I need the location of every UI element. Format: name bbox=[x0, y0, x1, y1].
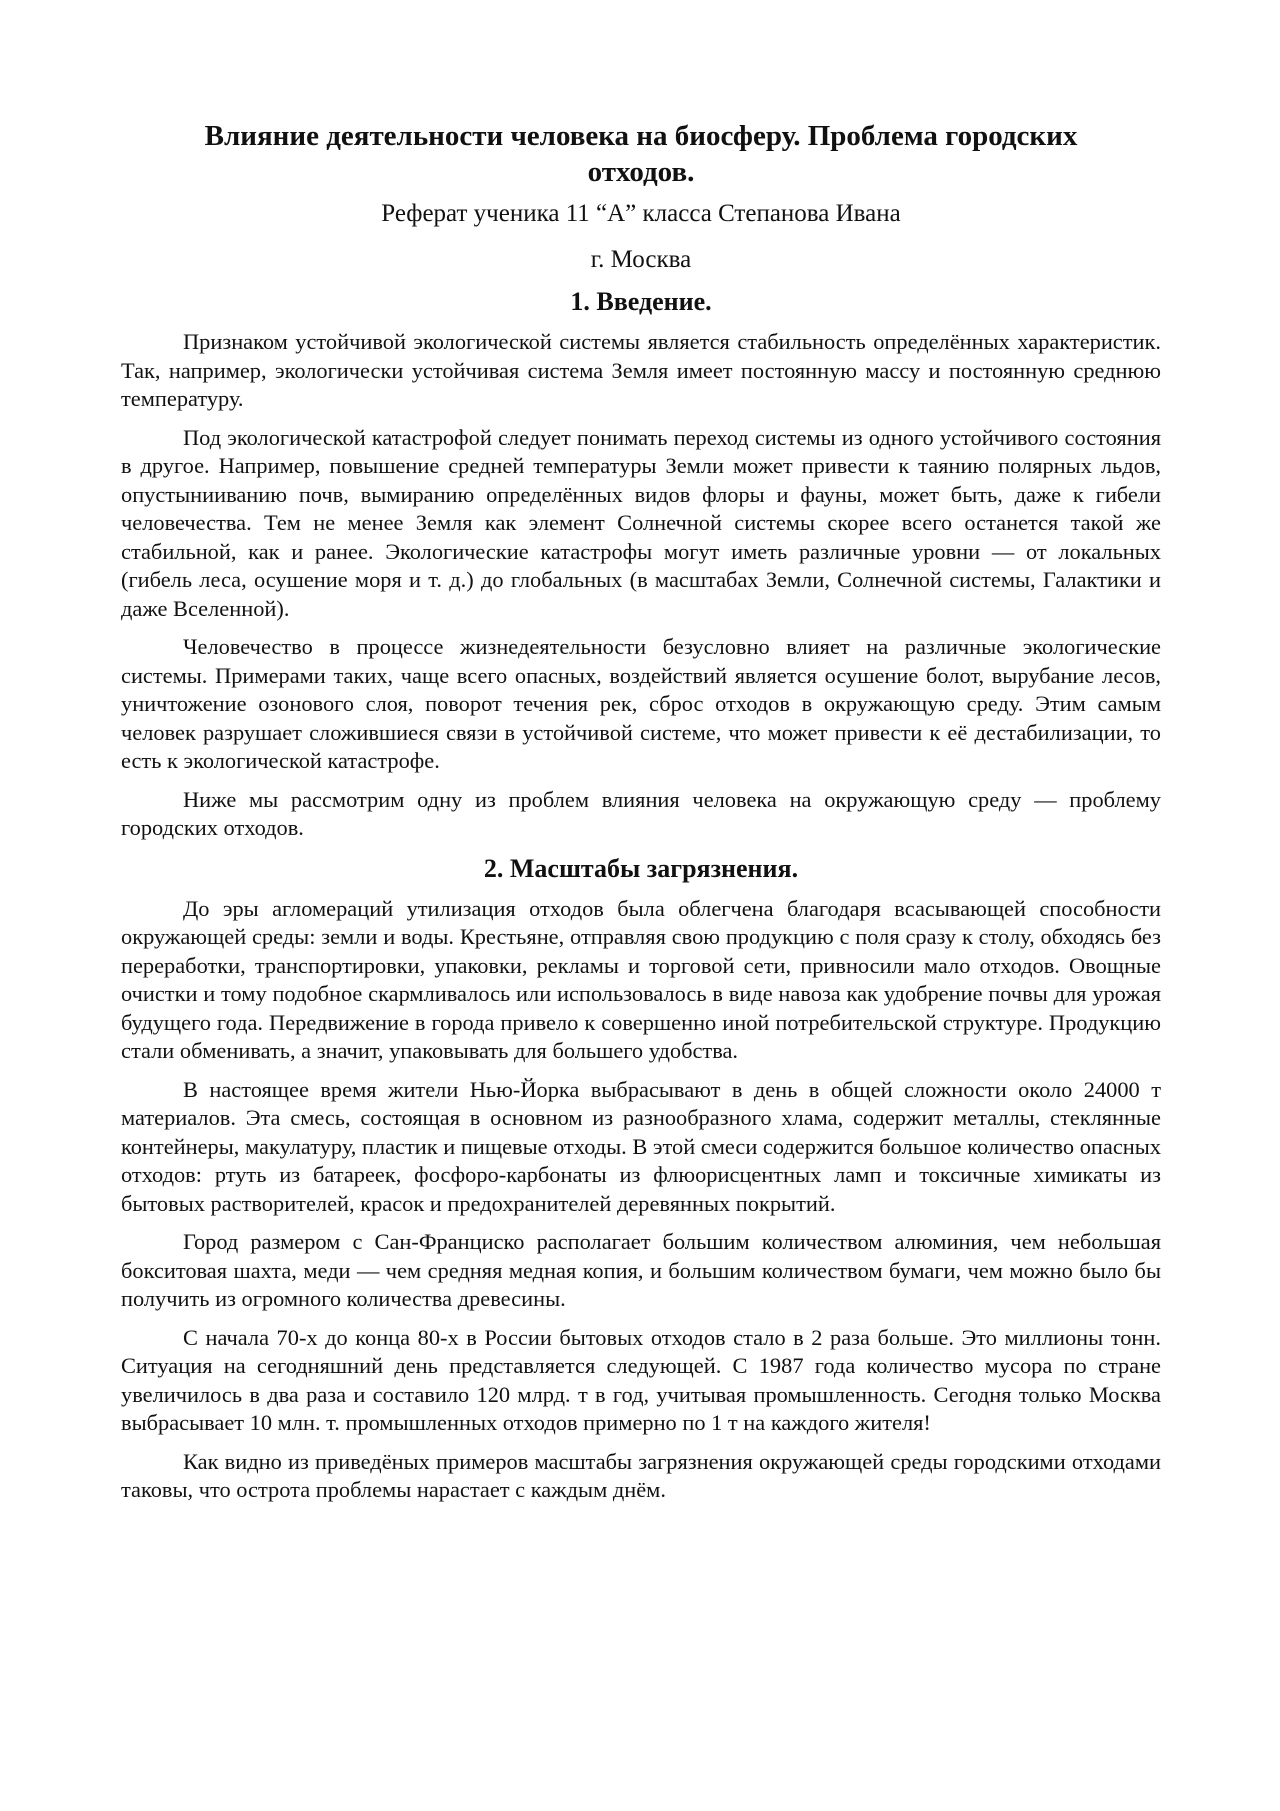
paragraph: В настоящее время жители Нью-Йорка выбрасывают в день в общей сложности около 24000 т материалов. Эта смесь, состоящая в основном из разнообразного хлама, содержит металлы, стеклянные контейнеры, макулатуру, пластик и пищевые отходы. В этой смеси содержится большое количество опасных отходов: ртуть из батареек, фосфоро-карбонаты из флюорисцентных ламп и токсичные химикаты из бытовых растворителей, красок и предохранителей деревянных покрытий. bbox=[121, 1076, 1161, 1216]
paragraph: Под экологической катастрофой следует понимать переход системы из одного устойчивого состояния в другое. Например, повышение средней температуры Земли может привести к таянию полярных льдов, опустынииванию почв, вымиранию определённых видов флоры и фауны, может быть, даже к гибели человечества. Тем не менее Земля как элемент Солнечной системы скорее всего останется такой же стабильной, как и ранее. Экологические катастрофы могут иметь различные уровни — от локальных (гибель леса, осушение моря и т. д.) до глобальных (в масштабах Земли, Солнечной системы, Галактики и даже Вселенной). bbox=[121, 424, 1161, 621]
paragraph: До эры агломераций утилизация отходов была облегчена благодаря всасывающей способности окружающей среды: земли и воды. Крестьяне, отправляя свою продукцию с поля сразу к столу, обходясь без переработки, транспортировки, упаковки, рекламы и торговой сети, привносили мало отходов. Овощные очистки и тому подобное скармливалось или использовалось в виде навоза как удобрение почвы для урожая будущего года. Передвижение в города привело к совершенно иной потребительской структуре. Продукцию стали обменивать, а значит, упаковывать для большего удобства. bbox=[121, 895, 1161, 1063]
paragraph: Признаком устойчивой экологической системы является стабильность определённых характеристик. Так, например, экологически устойчивая система Земля имеет постоянную массу и постоянную среднюю температуру. bbox=[121, 329, 1161, 411]
section-introduction bbox=[121, 286, 1161, 843]
document-subtitle: Реферат ученика 11 “А” класса Степанова Ивана bbox=[381, 200, 901, 227]
paragraph: Человечество в процессе жизнедеятельности безусловно влияет на различные экологические системы. Примерами таких, чаще всего опасных, воздействий является осушение болот, вырубание лесов, уничтожение озонового слоя, поворот течения рек, сброс отходов в окружающую среду. Этим самым человек разрушает сложившиеся связи в устойчивой системе, что может привести к её дестабилизации, то есть к экологической катастрофе. bbox=[121, 634, 1161, 773]
document-city: г. Москва bbox=[590, 246, 692, 273]
paragraph: Как видно из приведёных примеров масштабы загрязнения окружающей среды городскими отходами таковы, что острота проблемы нарастает с каждым днём. bbox=[121, 1448, 1161, 1502]
paragraph: Город размером с Сан-Франциско располагает большим количеством алюминия, чем небольшая бокситовая шахта, меди — чем средняя медная копия, и большим количеством бумаги, чем можно было бы получить из огромного количества древесины. bbox=[121, 1229, 1161, 1311]
section-heading: 1. Введение. bbox=[570, 287, 712, 316]
section-pollution-scale bbox=[121, 853, 1161, 1505]
paragraph: С начала 70-х до конца 80-х в России бытовых отходов стало в 2 раза больше. Это миллионы тонн. Ситуация на сегодняшний день представляется следующей. С 1987 года количество мусора по стране увеличилось в два раза и составило 120 млрд. т в год, учитывая промышленность. Сегодня только Москва выбрасывает 10 млн. т. промышленных отходов примерно по 1 т на каждого жителя! bbox=[121, 1324, 1161, 1435]
document-title: Влияние деятельности человека на биосферу. Проблема городских отходов. bbox=[204, 120, 1078, 188]
section-heading: 2. Масштабы загрязнения. bbox=[483, 853, 799, 883]
paragraph: Ниже мы рассмотрим одну из проблем влияния человека на окружающую среду — проблему городских отходов. bbox=[121, 786, 1161, 840]
document-page bbox=[121, 118, 1161, 1515]
